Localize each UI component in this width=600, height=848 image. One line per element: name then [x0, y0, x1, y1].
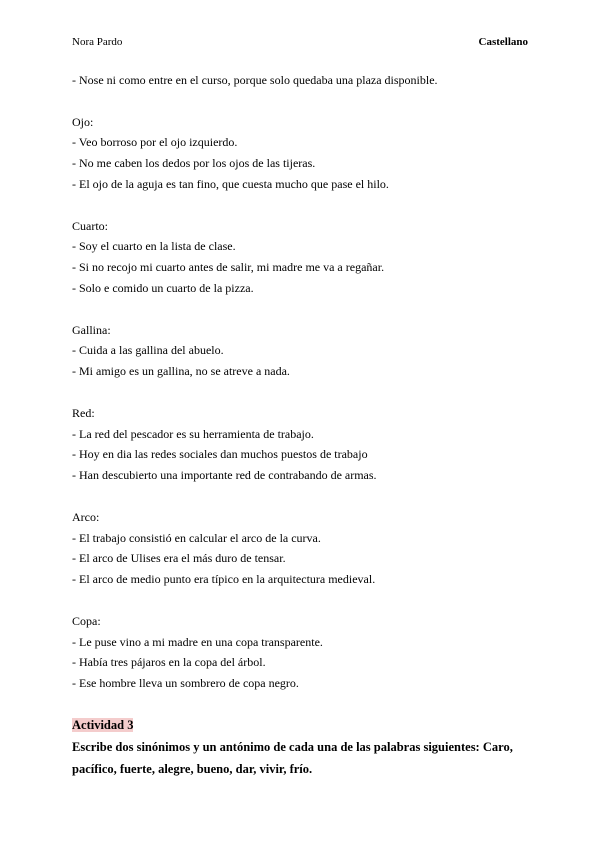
example-line: - Había tres pájaros en la copa del árbol. [72, 655, 266, 670]
section-title: Arco: [72, 509, 100, 524]
author-name: Nora Pardo [72, 36, 123, 48]
page-header [72, 36, 528, 52]
example-line: - El arco de Ulises era el más duro de tensar. [72, 551, 286, 566]
example-line: - Mi amigo es un gallina, no se atreve a nada. [72, 364, 290, 379]
example-line: - La red del pescador es su herramienta de trabajo. [72, 426, 314, 441]
example-line: - Ese hombre lleva un sombrero de copa negro. [72, 676, 299, 691]
example-line: - Soy el cuarto en la lista de clase. [72, 239, 236, 254]
document-body [72, 70, 532, 780]
section-title: Copa: [72, 613, 101, 628]
example-line: - Cuida a las gallina del abuelo. [72, 343, 224, 358]
subject-name: Castellano [478, 36, 528, 48]
example-line: - Veo borroso por el ojo izquierdo. [72, 135, 238, 150]
example-line: - Solo e comido un cuarto de la pizza. [72, 280, 254, 295]
example-line: - No me caben los dedos por los ojos de las tijeras. [72, 156, 316, 171]
example-line: - El arco de medio punto era típico en la arquitectura medieval. [72, 572, 376, 587]
section-copa [72, 611, 532, 694]
example-line: - Le puse vino a mi madre en una copa transparente. [72, 634, 323, 649]
section-arco [72, 507, 532, 590]
section-title: Red: [72, 405, 95, 420]
example-line: - Han descubierto una importante red de contrabando de armas. [72, 468, 377, 483]
activity-title [72, 715, 532, 736]
example-line: - El ojo de la aguja es tan fino, que cuesta mucho que pase el hilo. [72, 176, 389, 191]
section-cuarto [72, 216, 532, 299]
example-line: - El trabajo consistió en calcular el arco de la curva. [72, 530, 321, 545]
example-line: - Si no recojo mi cuarto antes de salir, mi madre me va a regañar. [72, 260, 385, 275]
section-red [72, 403, 532, 486]
activity-title-label: Actividad 3 [72, 717, 134, 732]
section-title: Cuarto: [72, 218, 108, 233]
section-title: Ojo: [72, 114, 94, 129]
activity-instructions: Escribe dos sinónimos y un antónimo de cada una de las palabras siguientes: Caro, pacífico, fuerte, alegre, bueno, dar, vivir, frío. [72, 739, 513, 776]
section-gallina [72, 320, 532, 382]
example-line: - Hoy en dia las redes sociales dan muchos puestos de trabajo [72, 447, 368, 462]
intro-line: - Nose ni como entre en el curso, porque solo quedaba una plaza disponible. [72, 73, 438, 87]
section-ojo [72, 112, 532, 195]
section-title: Gallina: [72, 322, 111, 337]
